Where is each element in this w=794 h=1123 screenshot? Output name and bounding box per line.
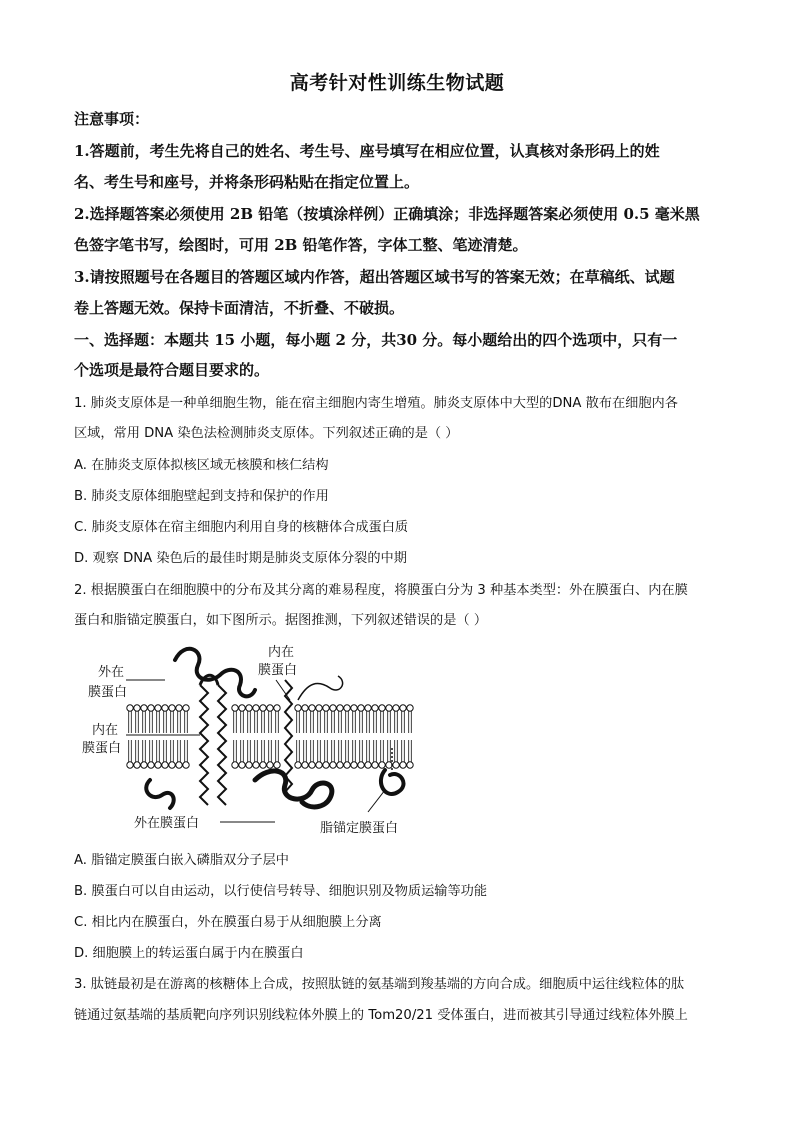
lipid-head xyxy=(372,762,378,768)
question-2-option-c[interactable]: C. 相比内在膜蛋白，外在膜蛋白易于从细胞膜上分离 xyxy=(74,915,382,930)
lipid-head xyxy=(155,705,161,711)
lipid-head xyxy=(274,762,280,768)
lipid-head xyxy=(253,705,259,711)
lipid-head xyxy=(365,705,371,711)
question-2-option-a[interactable]: A. 脂锚定膜蛋白嵌入磷脂双分子层中 xyxy=(74,853,289,868)
label-inner-top-1: 内在 xyxy=(268,645,295,660)
notice-line: 1.答题前，考生先将自己的姓名、考生号、座号填写在相应位置，认真核对条形码上的姓 xyxy=(74,142,660,160)
lipid-head xyxy=(267,762,273,768)
lipid-head xyxy=(260,762,266,768)
outer-protein-top-squiggle xyxy=(175,649,255,697)
lipid-head xyxy=(295,705,301,711)
lipid-head xyxy=(316,705,322,711)
integral-protein-helix-2 xyxy=(218,685,226,805)
lipid-head xyxy=(337,705,343,711)
lipid-head xyxy=(162,705,168,711)
lipid-head xyxy=(309,762,315,768)
lipid-head xyxy=(141,762,147,768)
lipid-head xyxy=(330,762,336,768)
section-heading: 个选项是最符合题目要求的。 xyxy=(74,361,270,379)
lipid-head xyxy=(386,705,392,711)
lipid-head xyxy=(176,705,182,711)
lipid-head xyxy=(134,762,140,768)
notice-heading: 注意事项： xyxy=(74,110,150,128)
lipid-head xyxy=(379,705,385,711)
pointer-line xyxy=(368,790,385,812)
lipid-head xyxy=(239,762,245,768)
question-3-stem: 3. 肽链最初是在游离的核糖体上合成，按照肽链的氨基端到羧基端的方向合成。细胞质中运往线粒体的肽 xyxy=(74,977,685,992)
lipid-head xyxy=(183,705,189,711)
lipid-head xyxy=(239,705,245,711)
lipid-head xyxy=(253,762,259,768)
lipid-head xyxy=(344,762,350,768)
question-1-option-c[interactable]: C. 肺炎支原体在宿主细胞内利用自身的核糖体合成蛋白质 xyxy=(74,520,409,535)
integral-protein-helix-1 xyxy=(200,685,208,805)
lipid-head xyxy=(316,762,322,768)
question-2-option-b[interactable]: B. 膜蛋白可以自由运动，以行使信号转导、细胞识别及物质运输等功能 xyxy=(74,884,488,899)
membrane-protein-figure xyxy=(80,640,430,840)
lipid-head xyxy=(148,762,154,768)
lipid-head xyxy=(393,705,399,711)
label-lipid-anchored: 脂锚定膜蛋白 xyxy=(320,821,399,836)
lipid-head xyxy=(400,762,406,768)
lipid-head xyxy=(372,705,378,711)
lipid-head xyxy=(246,762,252,768)
lipid-head xyxy=(176,762,182,768)
lipid-head xyxy=(400,705,406,711)
lipid-head xyxy=(232,705,238,711)
label-inner-left-1: 内在 xyxy=(92,723,119,738)
question-2-option-d[interactable]: D. 细胞膜上的转运蛋白属于内在膜蛋白 xyxy=(74,946,304,961)
lipid-head xyxy=(309,705,315,711)
question-3-stem: 链通过氨基端的基质靶向序列识别线粒体外膜上的 Tom20/21 受体蛋白，进而被其引导通过线粒体外膜上 xyxy=(74,1008,688,1023)
question-2-stem: 蛋白和脂锚定膜蛋白，如下图所示。据图推测，下列叙述错误的是（ ） xyxy=(74,613,488,628)
integral-protein-ribbon xyxy=(298,676,343,700)
lipid-head xyxy=(365,762,371,768)
lipid-head xyxy=(302,705,308,711)
lipid-head xyxy=(134,705,140,711)
notice-line: 名、考生号和座号，并将条形码粘贴在指定位置上。 xyxy=(74,173,420,191)
label-outer-top-1: 外在 xyxy=(98,665,125,680)
lipid-head xyxy=(344,705,350,711)
lipid-head xyxy=(141,705,147,711)
question-1-stem: 区域，常用 DNA 染色法检测肺炎支原体。下列叙述正确的是（ ） xyxy=(74,426,459,441)
lipid-head xyxy=(358,705,364,711)
outer-protein-left-squiggle xyxy=(146,780,173,808)
lipid-head xyxy=(155,762,161,768)
lipid-head xyxy=(323,762,329,768)
lipid-head xyxy=(386,762,392,768)
label-outer-bottom: 外在膜蛋白 xyxy=(134,816,200,831)
outer-protein-bottom-squiggle xyxy=(255,771,332,807)
notice-line: 2.选择题答案必须使用 2B 铅笔（按填涂样例）正确填涂；非选择题答案必须使用 0.5 毫米黑 xyxy=(74,205,700,223)
lipid-head xyxy=(232,762,238,768)
lipid-head xyxy=(162,762,168,768)
lipid-head xyxy=(407,762,413,768)
label-inner-top-2: 膜蛋白 xyxy=(258,663,298,678)
lipid-head xyxy=(379,762,385,768)
label-inner-left-2: 膜蛋白 xyxy=(82,741,122,756)
lipid-head xyxy=(407,705,413,711)
lipid-head xyxy=(169,705,175,711)
section-heading: 一、选择题：本题共 15 小题，每小题 2 分，共30 分。每小题给出的四个选项中，只有一 xyxy=(74,331,678,349)
lipid-head xyxy=(246,705,252,711)
lipid-head xyxy=(183,762,189,768)
lipid-head xyxy=(267,705,273,711)
lipid-head xyxy=(330,705,336,711)
lipid-head xyxy=(260,705,266,711)
question-1-option-b[interactable]: B. 肺炎支原体细胞壁起到支持和保护的作用 xyxy=(74,489,329,504)
page-title: 高考针对性训练生物试题 xyxy=(289,72,505,94)
lipid-head xyxy=(323,705,329,711)
notice-line: 色签字笔书写，绘图时，可用 2B 铅笔作答，字体工整、笔迹清楚。 xyxy=(74,236,528,254)
membrane-diagram xyxy=(80,640,430,840)
lipid-head xyxy=(148,705,154,711)
lipid-head xyxy=(351,762,357,768)
question-1-option-a[interactable]: A. 在肺炎支原体拟核区域无核膜和核仁结构 xyxy=(74,458,329,473)
phospholipid-bilayer xyxy=(127,705,413,768)
label-outer-top-2: 膜蛋白 xyxy=(88,685,128,700)
lipid-head xyxy=(274,705,280,711)
lipid-head xyxy=(127,762,133,768)
notice-line: 3.请按照题号在各题目的答题区域内作答，超出答题区域书写的答案无效；在草稿纸、试题 xyxy=(74,268,675,286)
lipid-head xyxy=(295,762,301,768)
lipid-head xyxy=(169,762,175,768)
lipid-head xyxy=(358,762,364,768)
question-1-stem: 1. 肺炎支原体是一种单细胞生物，能在宿主细胞内寄生增殖。肺炎支原体中大型的DNA 散布在细胞内各 xyxy=(74,396,678,411)
question-2-stem: 2. 根据膜蛋白在细胞膜中的分布及其分离的难易程度，将膜蛋白分为 3 种基本类型：外在膜蛋白、内在膜 xyxy=(74,583,688,598)
lipid-head xyxy=(337,762,343,768)
notice-line: 卷上答题无效。保持卡面清洁，不折叠、不破损。 xyxy=(74,299,405,317)
lipid-head xyxy=(302,762,308,768)
lipid-head xyxy=(127,705,133,711)
lipid-head xyxy=(393,762,399,768)
question-1-option-d[interactable]: D. 观察 DNA 染色后的最佳时期是肺炎支原体分裂的中期 xyxy=(74,551,407,566)
lipid-head xyxy=(351,705,357,711)
